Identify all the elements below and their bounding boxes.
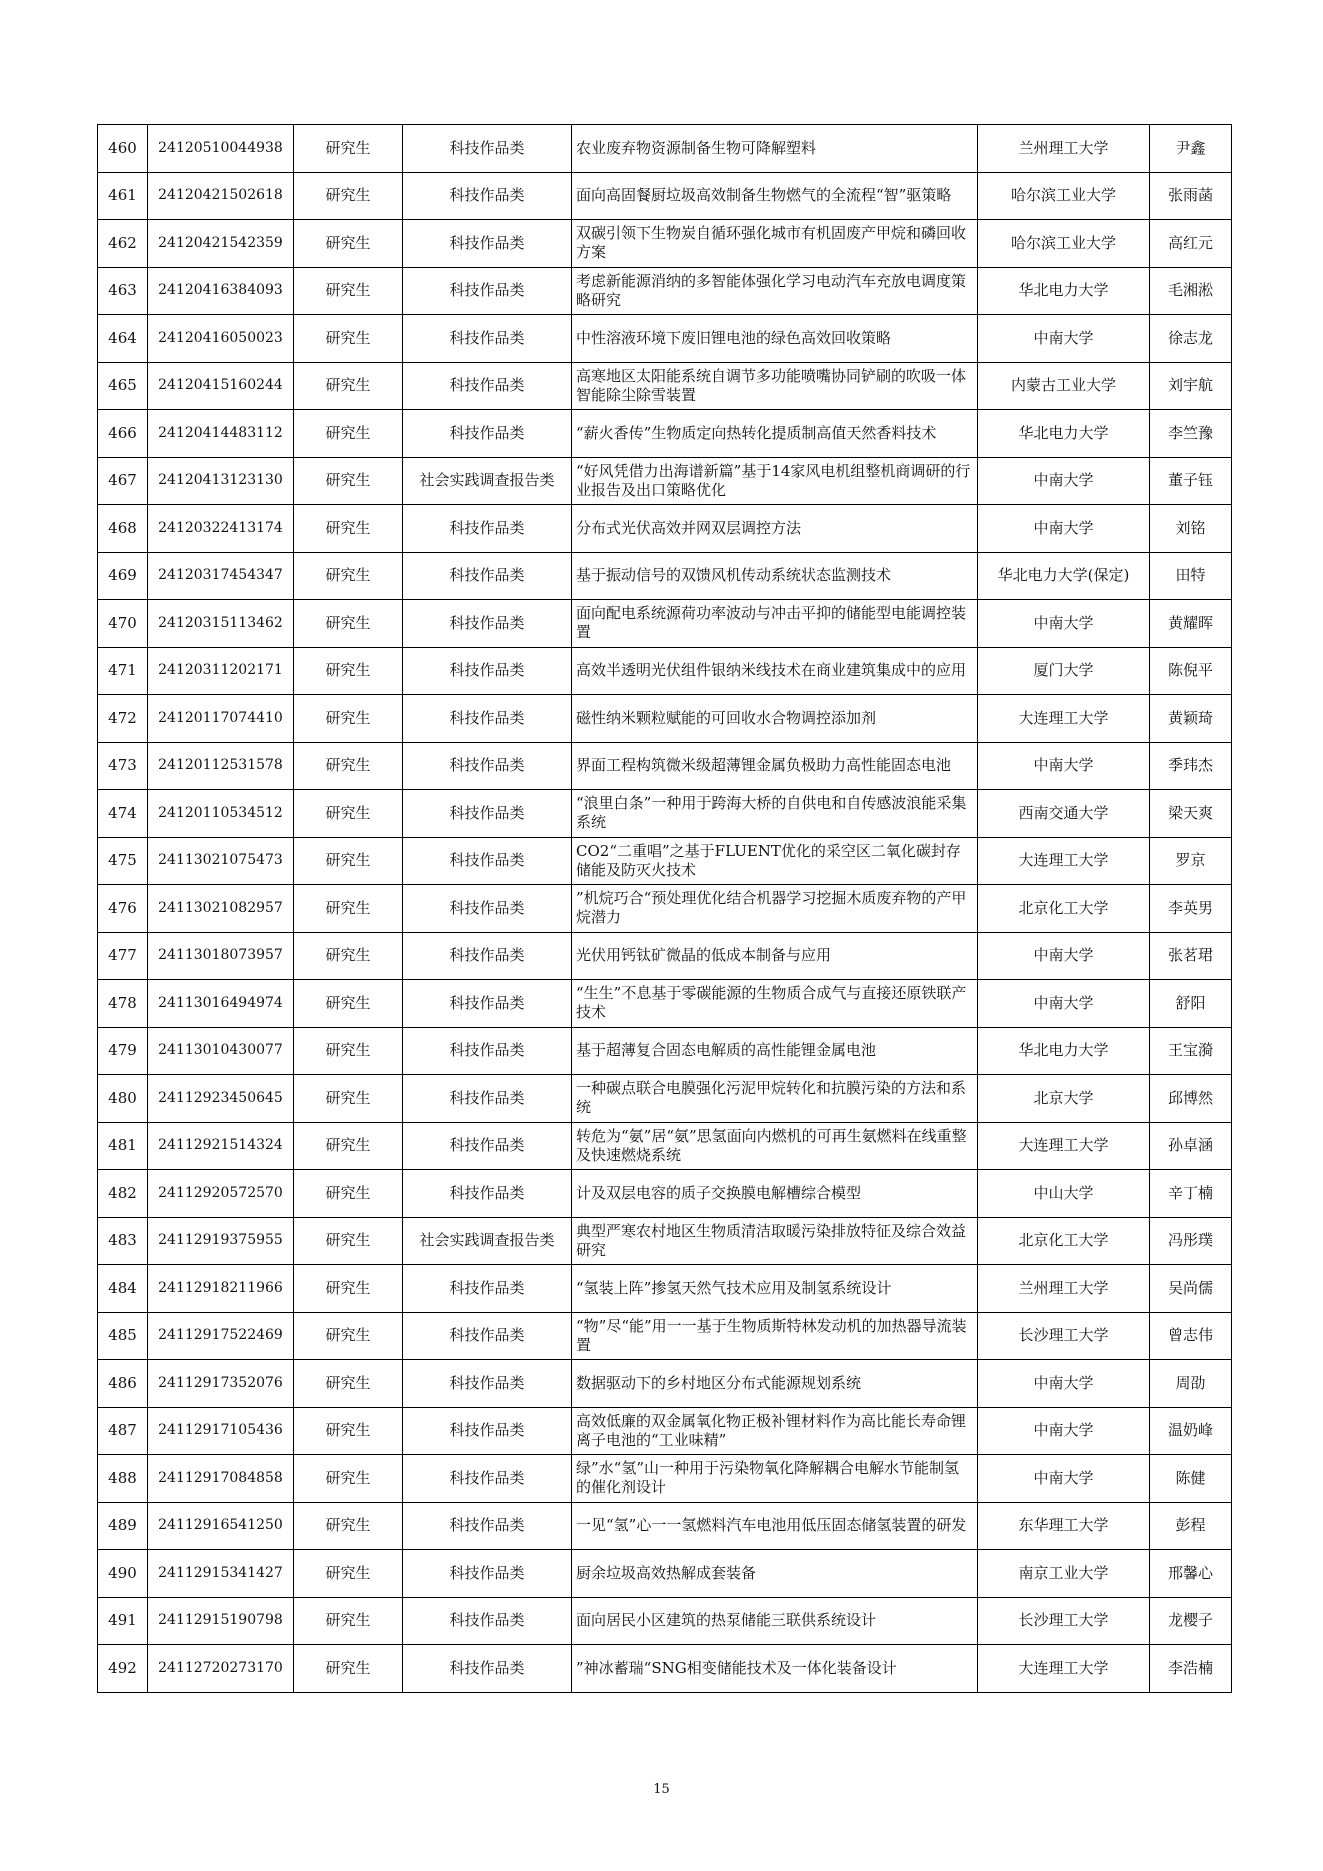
table-row: [98, 790, 1232, 838]
school-name-cell: 哈尔滨工业大学: [978, 220, 1150, 268]
work-title-cell: 光伏用钙钛矿微晶的低成本制备与应用: [572, 932, 978, 980]
row-number-cell: 462: [98, 220, 148, 268]
table-row: [98, 457, 1232, 505]
student-level-cell: 研究生: [294, 980, 403, 1028]
work-category-cell: 科技作品类: [403, 1360, 572, 1408]
student-name-cell: 高红元: [1150, 220, 1232, 268]
entry-code-cell: 24112920572570: [148, 1170, 294, 1218]
student-level-cell: 研究生: [294, 1407, 403, 1455]
work-title-cell: “浪里白条”一种用于跨海大桥的自供电和自传感波浪能采集系统: [572, 790, 978, 838]
student-level-cell: 研究生: [294, 315, 403, 363]
work-category-cell: 科技作品类: [403, 172, 572, 220]
work-title-cell: “薪火香传”生物质定向热转化提质制高值天然香料技术: [572, 410, 978, 458]
school-name-cell: 哈尔滨工业大学: [978, 172, 1150, 220]
work-category-cell: 科技作品类: [403, 410, 572, 458]
work-category-cell: 科技作品类: [403, 1075, 572, 1123]
row-number-cell: 460: [98, 125, 148, 173]
table-row: [98, 1550, 1232, 1598]
entry-code-cell: 24120110534512: [148, 790, 294, 838]
school-name-cell: 长沙理工大学: [978, 1312, 1150, 1360]
school-name-cell: 华北电力大学: [978, 267, 1150, 315]
row-number-cell: 466: [98, 410, 148, 458]
student-name-cell: 黄耀晖: [1150, 600, 1232, 648]
entry-code-cell: 24120311202171: [148, 647, 294, 695]
student-name-cell: 田特: [1150, 552, 1232, 600]
work-category-cell: 科技作品类: [403, 932, 572, 980]
table-row: [98, 315, 1232, 363]
entry-code-cell: 24112915341427: [148, 1550, 294, 1598]
work-category-cell: 科技作品类: [403, 1407, 572, 1455]
table-row: [98, 220, 1232, 268]
student-name-cell: 季玮杰: [1150, 742, 1232, 790]
table-row: [98, 1455, 1232, 1503]
work-title-cell: 高效低廉的双金属氧化物正极补锂材料作为高比能长寿命锂离子电池的“工业味精”: [572, 1407, 978, 1455]
school-name-cell: 中南大学: [978, 1455, 1150, 1503]
school-name-cell: 华北电力大学(保定): [978, 552, 1150, 600]
student-name-cell: 辛丁楠: [1150, 1170, 1232, 1218]
work-title-cell: ”神冰蓄瑞“SNG相变储能技术及一体化装备设计: [572, 1645, 978, 1693]
student-name-cell: 徐志龙: [1150, 315, 1232, 363]
work-category-cell: 科技作品类: [403, 1550, 572, 1598]
table-body: [98, 125, 1232, 1693]
student-level-cell: 研究生: [294, 410, 403, 458]
entry-code-cell: 24113016494974: [148, 980, 294, 1028]
student-level-cell: 研究生: [294, 647, 403, 695]
student-level-cell: 研究生: [294, 457, 403, 505]
student-name-cell: 吴尚儒: [1150, 1265, 1232, 1313]
school-name-cell: 中南大学: [978, 315, 1150, 363]
student-name-cell: 温奶峰: [1150, 1407, 1232, 1455]
entry-code-cell: 24112917084858: [148, 1455, 294, 1503]
entry-code-cell: 24112916541250: [148, 1502, 294, 1550]
work-title-cell: 高寒地区太阳能系统自调节多功能喷嘴协同铲刷的吹吸一体智能除尘除雪装置: [572, 362, 978, 410]
school-name-cell: 内蒙古工业大学: [978, 362, 1150, 410]
table-row: [98, 125, 1232, 173]
student-level-cell: 研究生: [294, 267, 403, 315]
student-level-cell: 研究生: [294, 362, 403, 410]
student-name-cell: 刘铭: [1150, 505, 1232, 553]
work-category-cell: 科技作品类: [403, 125, 572, 173]
student-name-cell: 张茗珺: [1150, 932, 1232, 980]
work-title-cell: CO2“二重唱”之基于FLUENT优化的采空区二氧化碳封存储能及防灭火技术: [572, 837, 978, 885]
student-level-cell: 研究生: [294, 790, 403, 838]
table-row: [98, 552, 1232, 600]
student-name-cell: 尹鑫: [1150, 125, 1232, 173]
student-name-cell: 邢馨心: [1150, 1550, 1232, 1598]
student-name-cell: 李浩楠: [1150, 1645, 1232, 1693]
work-category-cell: 科技作品类: [403, 362, 572, 410]
school-name-cell: 大连理工大学: [978, 837, 1150, 885]
student-level-cell: 研究生: [294, 220, 403, 268]
student-level-cell: 研究生: [294, 1645, 403, 1693]
row-number-cell: 483: [98, 1217, 148, 1265]
work-title-cell: 计及双层电容的质子交换膜电解槽综合模型: [572, 1170, 978, 1218]
work-title-cell: “生生”不息基于零碳能源的生物质合成气与直接还原铁联产技术: [572, 980, 978, 1028]
table-row: [98, 837, 1232, 885]
entry-code-cell: 24112918211966: [148, 1265, 294, 1313]
student-name-cell: 刘宇航: [1150, 362, 1232, 410]
row-number-cell: 478: [98, 980, 148, 1028]
student-name-cell: 黄颖琦: [1150, 695, 1232, 743]
entry-code-cell: 24120317454347: [148, 552, 294, 600]
school-name-cell: 中南大学: [978, 980, 1150, 1028]
student-name-cell: 陈健: [1150, 1455, 1232, 1503]
student-name-cell: 龙樱子: [1150, 1597, 1232, 1645]
row-number-cell: 463: [98, 267, 148, 315]
student-level-cell: 研究生: [294, 885, 403, 933]
student-level-cell: 研究生: [294, 1122, 403, 1170]
work-category-cell: 科技作品类: [403, 1502, 572, 1550]
table-row: [98, 1407, 1232, 1455]
row-number-cell: 469: [98, 552, 148, 600]
work-title-cell: 界面工程构筑微米级超薄锂金属负极助力高性能固态电池: [572, 742, 978, 790]
row-number-cell: 464: [98, 315, 148, 363]
row-number-cell: 479: [98, 1027, 148, 1075]
student-name-cell: 罗京: [1150, 837, 1232, 885]
row-number-cell: 492: [98, 1645, 148, 1693]
student-level-cell: 研究生: [294, 742, 403, 790]
row-number-cell: 461: [98, 172, 148, 220]
table-row: [98, 1217, 1232, 1265]
work-title-cell: ”机烷巧合“预处理优化结合机器学习挖掘木质废弃物的产甲烷潜力: [572, 885, 978, 933]
student-name-cell: 梁天爽: [1150, 790, 1232, 838]
work-title-cell: 中性溶液环境下废旧锂电池的绿色高效回收策略: [572, 315, 978, 363]
work-title-cell: 考虑新能源消纳的多智能体强化学习电动汽车充放电调度策略研究: [572, 267, 978, 315]
table-row: [98, 1597, 1232, 1645]
row-number-cell: 487: [98, 1407, 148, 1455]
work-category-cell: 科技作品类: [403, 1455, 572, 1503]
work-title-cell: 一种碳点联合电膜强化污泥甲烷转化和抗膜污染的方法和系统: [572, 1075, 978, 1123]
work-title-cell: 面向居民小区建筑的热泵储能三联供系统设计: [572, 1597, 978, 1645]
school-name-cell: 大连理工大学: [978, 695, 1150, 743]
student-level-cell: 研究生: [294, 1217, 403, 1265]
work-title-cell: 基于超薄复合固态电解质的高性能锂金属电池: [572, 1027, 978, 1075]
row-number-cell: 473: [98, 742, 148, 790]
row-number-cell: 468: [98, 505, 148, 553]
row-number-cell: 472: [98, 695, 148, 743]
student-name-cell: 冯彤璞: [1150, 1217, 1232, 1265]
student-name-cell: 李竺豫: [1150, 410, 1232, 458]
student-name-cell: 陈倪平: [1150, 647, 1232, 695]
student-level-cell: 研究生: [294, 172, 403, 220]
row-number-cell: 471: [98, 647, 148, 695]
work-title-cell: 面向配电系统源荷功率波动与冲击平抑的储能型电能调控装置: [572, 600, 978, 648]
work-category-cell: 科技作品类: [403, 267, 572, 315]
entry-code-cell: 24112917522469: [148, 1312, 294, 1360]
work-title-cell: “好风凭借力出海谱新篇”基于14家风电机组整机商调研的行业报告及出口策略优化: [572, 457, 978, 505]
row-number-cell: 491: [98, 1597, 148, 1645]
student-name-cell: 李英男: [1150, 885, 1232, 933]
work-category-cell: 科技作品类: [403, 790, 572, 838]
student-level-cell: 研究生: [294, 1502, 403, 1550]
student-level-cell: 研究生: [294, 837, 403, 885]
student-name-cell: 舒阳: [1150, 980, 1232, 1028]
table-row: [98, 1122, 1232, 1170]
work-category-cell: 科技作品类: [403, 315, 572, 363]
school-name-cell: 兰州理工大学: [978, 125, 1150, 173]
table-row: [98, 1027, 1232, 1075]
row-number-cell: 488: [98, 1455, 148, 1503]
student-name-cell: 王宝漪: [1150, 1027, 1232, 1075]
work-category-cell: 科技作品类: [403, 647, 572, 695]
table-row: [98, 1265, 1232, 1313]
school-name-cell: 大连理工大学: [978, 1645, 1150, 1693]
student-name-cell: 孙卓涵: [1150, 1122, 1232, 1170]
work-category-cell: 科技作品类: [403, 885, 572, 933]
row-number-cell: 477: [98, 932, 148, 980]
school-name-cell: 中山大学: [978, 1170, 1150, 1218]
page-number: 15: [653, 1782, 670, 1797]
school-name-cell: 大连理工大学: [978, 1122, 1150, 1170]
table-row: [98, 1312, 1232, 1360]
student-level-cell: 研究生: [294, 600, 403, 648]
work-category-cell: 科技作品类: [403, 1027, 572, 1075]
table-row: [98, 932, 1232, 980]
table-row: [98, 1360, 1232, 1408]
student-level-cell: 研究生: [294, 125, 403, 173]
row-number-cell: 482: [98, 1170, 148, 1218]
work-category-cell: 科技作品类: [403, 1170, 572, 1218]
student-level-cell: 研究生: [294, 1312, 403, 1360]
school-name-cell: 兰州理工大学: [978, 1265, 1150, 1313]
entry-code-cell: 24120416384093: [148, 267, 294, 315]
school-name-cell: 中南大学: [978, 1407, 1150, 1455]
school-name-cell: 中南大学: [978, 505, 1150, 553]
work-category-cell: 科技作品类: [403, 980, 572, 1028]
entry-code-cell: 24120510044938: [148, 125, 294, 173]
row-number-cell: 480: [98, 1075, 148, 1123]
work-category-cell: 社会实践调查报告类: [403, 1217, 572, 1265]
work-title-cell: 基于振动信号的双馈风机传动系统状态监测技术: [572, 552, 978, 600]
row-number-cell: 465: [98, 362, 148, 410]
row-number-cell: 489: [98, 1502, 148, 1550]
school-name-cell: 中南大学: [978, 457, 1150, 505]
table-row: [98, 742, 1232, 790]
work-category-cell: 科技作品类: [403, 837, 572, 885]
school-name-cell: 中南大学: [978, 932, 1150, 980]
work-title-cell: 典型严寒农村地区生物质清洁取暖污染排放特征及综合效益研究: [572, 1217, 978, 1265]
entry-code-cell: 24120415160244: [148, 362, 294, 410]
entry-code-cell: 24120413123130: [148, 457, 294, 505]
school-name-cell: 中南大学: [978, 600, 1150, 648]
row-number-cell: 490: [98, 1550, 148, 1598]
work-category-cell: 科技作品类: [403, 600, 572, 648]
student-level-cell: 研究生: [294, 505, 403, 553]
work-title-cell: “氢装上阵”掺氢天然气技术应用及制氢系统设计: [572, 1265, 978, 1313]
table-row: [98, 410, 1232, 458]
student-level-cell: 研究生: [294, 932, 403, 980]
school-name-cell: 西南交通大学: [978, 790, 1150, 838]
results-table: [97, 124, 1232, 1693]
work-category-cell: 科技作品类: [403, 695, 572, 743]
work-category-cell: 科技作品类: [403, 1122, 572, 1170]
student-level-cell: 研究生: [294, 1170, 403, 1218]
student-level-cell: 研究生: [294, 1265, 403, 1313]
entry-code-cell: 24120117074410: [148, 695, 294, 743]
table-row: [98, 1645, 1232, 1693]
entry-code-cell: 24120414483112: [148, 410, 294, 458]
work-category-cell: 科技作品类: [403, 1645, 572, 1693]
row-number-cell: 474: [98, 790, 148, 838]
entry-code-cell: 24120421542359: [148, 220, 294, 268]
work-title-cell: “物”尽“能”用一一基于生物质斯特林发动机的加热器导流装置: [572, 1312, 978, 1360]
table-row: [98, 980, 1232, 1028]
student-level-cell: 研究生: [294, 1455, 403, 1503]
student-name-cell: 彭程: [1150, 1502, 1232, 1550]
school-name-cell: 中南大学: [978, 1360, 1150, 1408]
school-name-cell: 北京化工大学: [978, 1217, 1150, 1265]
row-number-cell: 481: [98, 1122, 148, 1170]
row-number-cell: 484: [98, 1265, 148, 1313]
row-number-cell: 470: [98, 600, 148, 648]
work-title-cell: 磁性纳米颗粒赋能的可回收水合物调控添加剂: [572, 695, 978, 743]
work-category-cell: 科技作品类: [403, 552, 572, 600]
work-title-cell: 转危为“氨”居“氨”思氢面向内燃机的可再生氨燃料在线重整及快速燃烧系统: [572, 1122, 978, 1170]
student-level-cell: 研究生: [294, 1075, 403, 1123]
entry-code-cell: 24113021082957: [148, 885, 294, 933]
entry-code-cell: 24120421502618: [148, 172, 294, 220]
entry-code-cell: 24112921514324: [148, 1122, 294, 1170]
entry-code-cell: 24113018073957: [148, 932, 294, 980]
work-title-cell: 绿”水“氢”山一种用于污染物氧化降解耦合电解水节能制氢的催化剂设计: [572, 1455, 978, 1503]
table-row: [98, 695, 1232, 743]
table-row: [98, 267, 1232, 315]
school-name-cell: 长沙理工大学: [978, 1597, 1150, 1645]
table-row: [98, 505, 1232, 553]
school-name-cell: 东华理工大学: [978, 1502, 1150, 1550]
student-level-cell: 研究生: [294, 1550, 403, 1598]
work-category-cell: 科技作品类: [403, 1265, 572, 1313]
student-level-cell: 研究生: [294, 695, 403, 743]
work-category-cell: 科技作品类: [403, 1597, 572, 1645]
student-name-cell: 曾志伟: [1150, 1312, 1232, 1360]
work-title-cell: 高效半透明光伏组件银纳米线技术在商业建筑集成中的应用: [572, 647, 978, 695]
entry-code-cell: 24112923450645: [148, 1075, 294, 1123]
student-level-cell: 研究生: [294, 1027, 403, 1075]
entry-code-cell: 24120322413174: [148, 505, 294, 553]
work-title-cell: 分布式光伏高效并网双层调控方法: [572, 505, 978, 553]
row-number-cell: 475: [98, 837, 148, 885]
student-name-cell: 邱博然: [1150, 1075, 1232, 1123]
work-title-cell: 农业废弃物资源制备生物可降解塑料: [572, 125, 978, 173]
work-category-cell: 科技作品类: [403, 742, 572, 790]
student-level-cell: 研究生: [294, 1360, 403, 1408]
table-row: [98, 1502, 1232, 1550]
school-name-cell: 北京大学: [978, 1075, 1150, 1123]
row-number-cell: 485: [98, 1312, 148, 1360]
student-name-cell: 毛湘淞: [1150, 267, 1232, 315]
school-name-cell: 北京化工大学: [978, 885, 1150, 933]
entry-code-cell: 24113021075473: [148, 837, 294, 885]
school-name-cell: 华北电力大学: [978, 410, 1150, 458]
student-level-cell: 研究生: [294, 1597, 403, 1645]
row-number-cell: 486: [98, 1360, 148, 1408]
work-title-cell: 面向高固餐厨垃圾高效制备生物燃气的全流程“智”驱策略: [572, 172, 978, 220]
work-title-cell: 双碳引领下生物炭自循环强化城市有机固废产甲烷和磷回收方案: [572, 220, 978, 268]
entry-code-cell: 24113010430077: [148, 1027, 294, 1075]
school-name-cell: 中南大学: [978, 742, 1150, 790]
student-level-cell: 研究生: [294, 552, 403, 600]
table-row: [98, 1170, 1232, 1218]
row-number-cell: 476: [98, 885, 148, 933]
school-name-cell: 南京工业大学: [978, 1550, 1150, 1598]
row-number-cell: 467: [98, 457, 148, 505]
entry-code-cell: 24112917352076: [148, 1360, 294, 1408]
student-name-cell: 张雨菡: [1150, 172, 1232, 220]
entry-code-cell: 24120416050023: [148, 315, 294, 363]
work-title-cell: 数据驱动下的乡村地区分布式能源规划系统: [572, 1360, 978, 1408]
entry-code-cell: 24112919375955: [148, 1217, 294, 1265]
work-category-cell: 科技作品类: [403, 1312, 572, 1360]
work-title-cell: 一见“氢”心一一氢燃料汽车电池用低压固态储氢装置的研发: [572, 1502, 978, 1550]
work-category-cell: 科技作品类: [403, 505, 572, 553]
entry-code-cell: 24112915190798: [148, 1597, 294, 1645]
entry-code-cell: 24112917105436: [148, 1407, 294, 1455]
entry-code-cell: 24120315113462: [148, 600, 294, 648]
work-category-cell: 科技作品类: [403, 220, 572, 268]
student-name-cell: 董子钰: [1150, 457, 1232, 505]
school-name-cell: 厦门大学: [978, 647, 1150, 695]
entry-code-cell: 24120112531578: [148, 742, 294, 790]
table-row: [98, 1075, 1232, 1123]
student-name-cell: 周劭: [1150, 1360, 1232, 1408]
school-name-cell: 华北电力大学: [978, 1027, 1150, 1075]
table-row: [98, 600, 1232, 648]
table-row: [98, 172, 1232, 220]
work-category-cell: 社会实践调查报告类: [403, 457, 572, 505]
entry-code-cell: 24112720273170: [148, 1645, 294, 1693]
table-row: [98, 647, 1232, 695]
table-row: [98, 885, 1232, 933]
table-row: [98, 362, 1232, 410]
work-title-cell: 厨余垃圾高效热解成套装备: [572, 1550, 978, 1598]
